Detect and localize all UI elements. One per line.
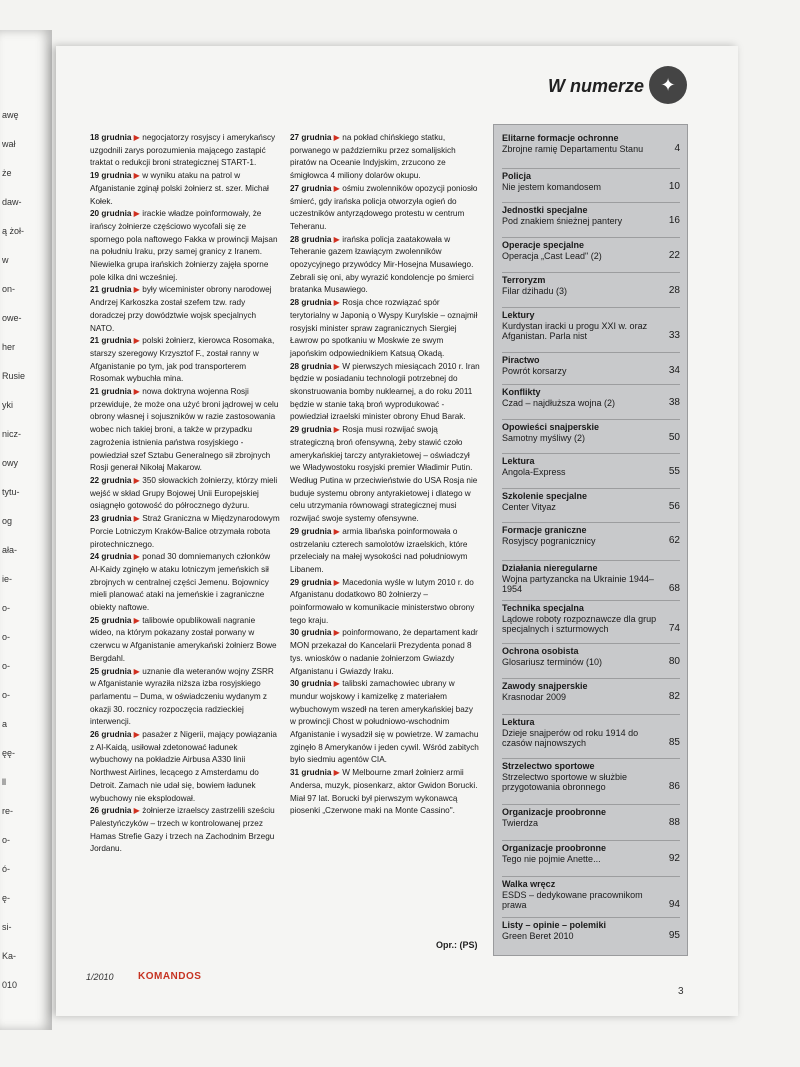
toc-title: Wojna partyzancka na Ukrainie 1944–1954 (502, 573, 654, 594)
left-page-text-fragment: nicz- (2, 429, 22, 439)
toc-divider (502, 488, 680, 489)
toc-page: 95 (668, 929, 680, 941)
entry-date: 20 grudnia (90, 209, 132, 219)
toc-page: 80 (668, 655, 680, 667)
left-page-text-fragment: yki (2, 400, 13, 410)
toc-item[interactable] (502, 275, 680, 296)
toc-page: 34 (668, 364, 680, 376)
toc-item[interactable] (502, 843, 680, 864)
toc-divider (502, 560, 680, 561)
toc-divider (502, 307, 680, 308)
triangle-bullet-icon: ▶ (131, 133, 143, 142)
toc-title: Green Beret 2010 (502, 930, 574, 941)
left-page-text-fragment: Ka- (2, 951, 17, 961)
triangle-bullet-icon: ▶ (131, 209, 143, 219)
toc-title: Angola-Express (502, 466, 566, 477)
left-page-text-fragment: o- (2, 835, 11, 845)
chronicle-entry (90, 513, 280, 551)
toc-divider (502, 522, 680, 523)
entry-date: 31 grudnia (290, 768, 332, 778)
entry-text: żołnierze izraelscy zastrzelili sześciu Palestyńczyków – trzech w kontrolowanej przez Hamas Strefie Gazy i trzech na Zachodnim Brzegu Jordanu. (90, 806, 275, 854)
table-of-contents (493, 124, 688, 956)
left-page-text-fragment: her (2, 342, 16, 352)
entry-date: 21 grudnia (90, 285, 132, 295)
entry-date: 29 grudnia (290, 577, 332, 587)
chronicle-entry (290, 577, 480, 628)
chronicle-entry (290, 678, 480, 767)
toc-title: Lądowe roboty rozpoznawcze dla grup specjalnych i szturmowych (502, 613, 657, 634)
triangle-bullet-icon: ▶ (131, 475, 143, 485)
toc-title: Center Vityaz (502, 501, 556, 512)
toc-title: Operacja „Cast Lead" (2) (502, 250, 602, 261)
entry-text: armia libańska poinformowała o ostrzelaniu czterech samolotów izraelskich, które przeleciały na małej wysokości nad południowym Libanem. (290, 526, 468, 574)
chronicle-entry (90, 386, 280, 475)
left-page-text-fragment: ę- (2, 893, 11, 903)
entry-date: 28 grudnia (290, 298, 332, 308)
left-page-text-fragment: ll (2, 777, 6, 787)
chronicle-entry (90, 170, 280, 208)
toc-title: Zbrojne ramię Departamentu Stanu (502, 143, 644, 154)
triangle-bullet-icon: ▶ (131, 171, 143, 181)
chronicle-entry (90, 208, 280, 284)
chronicle-column-2 (290, 132, 480, 818)
entry-date: 30 grudnia (290, 628, 332, 638)
entry-date: 21 grudnia (90, 336, 132, 346)
entry-date: 26 grudnia (90, 806, 132, 816)
chronicle-entry (290, 234, 480, 298)
toc-title: Rosyjscy pogranicznicy (502, 535, 596, 546)
left-page-text-fragment: a (2, 719, 8, 729)
chronicle-entry (90, 475, 280, 513)
left-page-text-fragment: daw- (2, 197, 22, 207)
toc-item[interactable] (502, 920, 680, 941)
triangle-bullet-icon: ▶ (331, 425, 343, 435)
triangle-bullet-icon: ▶ (331, 183, 343, 193)
chronicle-entry (90, 284, 280, 335)
toc-section: Walka wręcz (502, 879, 556, 889)
chronicle-entry (90, 132, 280, 170)
toc-section: Działania nieregularne (502, 563, 598, 573)
toc-page: 94 (668, 899, 680, 910)
left-page-text-fragment: ęę- (2, 748, 16, 758)
toc-item[interactable] (502, 563, 680, 595)
toc-section: Elitarne formacje ochronne (502, 133, 619, 143)
toc-section: Konflikty (502, 387, 541, 397)
left-page-text-fragment: re- (2, 806, 13, 816)
toc-section: Zawody snajperskie (502, 681, 588, 691)
toc-item[interactable] (502, 205, 680, 226)
chronicle-entry (290, 424, 480, 526)
triangle-bullet-icon: ▶ (131, 285, 143, 295)
entry-date: 27 grudnia (290, 133, 332, 142)
chronicle-entry (90, 666, 280, 730)
entry-text: były wiceminister obrony narodowej Andrzej Karkoszka został szefem tzw. rady doradczej przy dowództwie wojsk specjalnych NATO. (90, 285, 272, 333)
chronicle-credit: Opr.: (PS) (436, 940, 478, 950)
triangle-bullet-icon: ▶ (131, 730, 143, 740)
left-page-text-fragment: tytu- (2, 487, 20, 497)
left-page-text-fragment: si- (2, 922, 12, 932)
triangle-bullet-icon: ▶ (131, 806, 143, 816)
entry-date: 25 grudnia (90, 615, 132, 625)
toc-item[interactable] (502, 879, 680, 911)
toc-divider (502, 714, 680, 715)
entry-date: 28 grudnia (290, 234, 332, 244)
toc-page: 10 (668, 180, 680, 192)
toc-title: Samotny myśliwy (2) (502, 432, 586, 443)
toc-section: Opowieści snajperskie (502, 422, 600, 432)
left-page-text-fragment: 010 (2, 980, 18, 990)
chronicle-column-1 (90, 132, 280, 856)
toc-divider (502, 758, 680, 759)
triangle-bullet-icon: ▶ (331, 298, 343, 308)
toc-divider (502, 643, 680, 644)
chronicle-entry (90, 805, 280, 856)
toc-divider (502, 272, 680, 273)
chronicle-entry (90, 729, 280, 805)
toc-section: Terroryzm (502, 275, 546, 285)
entry-date: 23 grudnia (90, 514, 132, 524)
triangle-bullet-icon: ▶ (131, 666, 143, 676)
entry-text: W Melbourne zmarł żołnierz armii Andersa, muzyk, piosenkarz, aktor Gwidon Borucki. Miał 97 lat. Borucki był pierwszym wykonawcą piosenki „Czerwone maki na Monte Cassino". (290, 768, 478, 816)
toc-divider (502, 600, 680, 601)
toc-page: 4 (674, 142, 680, 154)
toc-section: Strzelectwo sportowe (502, 761, 595, 771)
left-page-text-fragment: o- (2, 632, 11, 642)
toc-page: 88 (668, 816, 680, 828)
entry-date: 26 grudnia (90, 730, 132, 740)
entry-text: talibski zamachowiec ubrany w mundur wojskowy i kamizelkę z materiałem wybuchowym wszedł na teren amerykańskiej bazy w prowincji Chost w południowo-wschodnim Afganistanie i wysadził się w powietrze. W zamachu zginęło 8 Amerykanów i jeden cywil. Wśród zabitych było siedmiu agentów CIA. (290, 679, 479, 765)
magazine-brand: KOMANDOS (138, 971, 202, 982)
toc-item[interactable] (502, 646, 680, 667)
triangle-bullet-icon: ▶ (131, 387, 143, 397)
entry-date: 29 grudnia (290, 526, 332, 536)
triangle-bullet-icon: ▶ (331, 133, 343, 142)
chronicle-entry (90, 551, 280, 615)
triangle-bullet-icon: ▶ (131, 514, 143, 524)
toc-item[interactable] (502, 422, 680, 443)
chronicle-entry (290, 361, 480, 425)
left-page-edge (0, 30, 52, 1030)
triangle-bullet-icon: ▶ (331, 679, 343, 689)
toc-divider (502, 917, 680, 918)
issue-number: 1/2010 (86, 972, 114, 982)
chronicle-entry (290, 132, 480, 183)
left-page-text-fragment: on- (2, 284, 16, 294)
toc-page: 38 (668, 396, 680, 408)
entry-text: poinformowano, że departament kadr MON przekazał do Kancelarii Prezydenta ponad 8 tys. wniosków o nadanie żołnierzom Gwiazdy Afganistanu i Gwiazdy Iraku. (290, 628, 478, 676)
entry-text: irańska policja zaatakowała w Teheranie gazem łzawiącym zwolenników opozycyjnego przywódcy Mir-Hosejna Musawiego. Zebrali się oni, aby wyrazić kondolencje po śmierci bratanka Musawiego. (290, 234, 474, 295)
toc-item[interactable] (502, 133, 680, 154)
toc-divider (502, 840, 680, 841)
chronicle-entry (290, 526, 480, 577)
toc-page: 56 (668, 500, 680, 512)
toc-title: Strzelectwo sportowe w służbie przygotowania obronnego (502, 771, 628, 792)
toc-title: Glosariusz terminów (10) (502, 656, 603, 667)
toc-item[interactable] (502, 807, 680, 828)
toc-title: Filar dżihadu (3) (502, 285, 568, 296)
toc-item[interactable] (502, 355, 680, 376)
entry-date: 19 grudnia (90, 171, 132, 181)
entry-date: 27 grudnia (290, 183, 332, 193)
entry-text: nowa doktryna wojenna Rosji przewiduje, że może ona użyć broni jądrowej w celu obrony własnej i sojuszników w razie zastosowania wobec nich takiej broni, a także w przypadku zagrożenia istnienia państwa rosyjskiego - powiedział szef Sztabu Generalnego sił zbrojnych Rosji generał Nikołaj Makarow. (90, 387, 279, 473)
toc-divider (502, 876, 680, 877)
toc-title: Twierdza (502, 817, 539, 828)
toc-page: 92 (668, 852, 680, 864)
entry-text: negocjatorzy rosyjscy i amerykańscy uzgodnili zarys porozumienia mającego zastąpić traktat o redukcji broni strategicznej START-1. (90, 133, 276, 168)
toc-item[interactable] (502, 240, 680, 261)
toc-item[interactable] (502, 387, 680, 408)
toc-divider (502, 352, 680, 353)
entry-text: ponad 30 domniemanych członków Al-Kaidy zginęło w ataku lotniczym jemeńskich sił zbrojnych w centralnej części Jemenu. Bojownicy mieli planować ataki na jemeńskie i zagraniczne obiekty naftowe. (90, 552, 271, 613)
toc-page: 22 (668, 249, 680, 261)
left-page-text-fragment: Rusie (2, 371, 26, 381)
entry-date: 25 grudnia (90, 666, 132, 676)
entry-text: uznanie dla weteranów wojny ZSRR w Afganistanie wyraziła niższa izba rosyjskiego parlamentu – Duma, w oświadczeniu wydanym z okazji 30. rocznicy rozpoczęcia radzieckiej interwencji. (90, 666, 274, 727)
toc-page: 28 (668, 284, 680, 296)
toc-section: Lektury (502, 310, 535, 320)
toc-item[interactable] (502, 603, 680, 635)
entry-text: Straż Graniczna w Międzynarodowym Porcie Lotniczym Kraków-Balice otrzymała robota pirotechnicznego. (90, 514, 280, 549)
entry-text: pasażer z Nigerii, mający powiązania z Al-Kaidą, usiłował zdetonować ładunek wybuchowy na pokładzie Airbusa A330 linii Northwest Airlines, lecącego z Amsterdamu do Detroit. Zamach nie udał się, bowiem ładunek wybuchowy nie eksplodował. (90, 730, 277, 803)
left-page-text-fragment: ie- (2, 574, 13, 584)
toc-divider (502, 168, 680, 169)
toc-section: Piractwo (502, 355, 540, 365)
toc-item[interactable] (502, 491, 680, 512)
entry-date: 30 grudnia (290, 679, 332, 689)
toc-page: 86 (668, 781, 680, 792)
emblem-icon: ✦ (649, 66, 687, 104)
left-page-text-fragment: ała- (2, 545, 18, 555)
left-page-text-fragment: awę (2, 110, 19, 120)
toc-divider (502, 804, 680, 805)
left-page-text-fragment: wał (2, 139, 16, 149)
entry-text: w wyniku ataku na patrol w Afganistanie zginął polski żołnierz st. szer. Michał Kołek. (90, 171, 269, 206)
toc-page: 68 (668, 583, 680, 594)
page-number: 3 (678, 986, 684, 997)
toc-page: 85 (668, 737, 680, 748)
contents-page (56, 46, 738, 1016)
toc-section: Lektura (502, 456, 535, 466)
toc-section: Formacje graniczne (502, 525, 587, 535)
toc-divider (502, 453, 680, 454)
entry-text: talibowie opublikowali nagranie wideo, na którym pokazany został porwany w czerwcu w Afganistanie amerykański żołnierz Bowe Bergdahl. (90, 615, 277, 663)
entry-date: 24 grudnia (90, 552, 132, 562)
toc-section: Policja (502, 171, 532, 181)
chronicle-entry (290, 183, 480, 234)
toc-title: Powrót korsarzy (502, 365, 567, 376)
entry-date: 29 grudnia (290, 425, 332, 435)
left-page-text-fragment: w (2, 255, 9, 265)
entry-text: irackie władze poinformowały, że irańscy żołnierze częściowo wycofali się ze spornego pola naftowego Fakka w prowincji Majsan na południu Iraku, przy samej granicy z Iranem. Niewielka grupa irańskich żołnierzy zajęła sporne pole kilka dni wcześniej. (90, 209, 278, 282)
chronicle-entry (90, 335, 280, 386)
toc-title: Kurdystan iracki u progu XXI w. oraz Afganistan. Parla nist (502, 320, 648, 341)
toc-divider (502, 384, 680, 385)
left-page-text-fragment: ó- (2, 864, 11, 874)
entry-date: 21 grudnia (90, 387, 132, 397)
triangle-bullet-icon: ▶ (331, 628, 343, 638)
toc-title: Czad – najdłuższa wojna (2) (502, 397, 616, 408)
toc-section: Lektura (502, 717, 535, 727)
toc-section: Technika specjalna (502, 603, 584, 613)
toc-page: 82 (668, 690, 680, 702)
entry-text: Macedonia wyśle w lutym 2010 r. do Afganistanu dodatkowo 80 żołnierzy – poinformowało w komunikacie ministerstwo obrony tego kraju. (290, 577, 475, 625)
triangle-bullet-icon: ▶ (131, 615, 143, 625)
toc-divider (502, 419, 680, 420)
toc-section: Szkolenie specjalne (502, 491, 588, 501)
toc-section: Operacje specjalne (502, 240, 585, 250)
triangle-bullet-icon: ▶ (131, 336, 143, 346)
toc-page: 33 (668, 330, 680, 341)
entry-text: W pierwszych miesiącach 2010 r. Iran będzie w posiadaniu technologii potrzebnej do skonstruowania bomby nuklearnej, a do roku 2011 będzie w stanie taką broń wyprodukować - powiedział izraelski minister obrony Ehud Barak. (290, 361, 480, 422)
toc-item[interactable] (502, 171, 680, 192)
chronicle-entry (290, 767, 480, 818)
chronicle-entry (290, 627, 480, 678)
entry-text: ośmiu zwolenników opozycji poniosło śmierć, gdy irańska policja otworzyła ogień do uczestników antyrządowego protestu w centrum Teheranu. (290, 183, 478, 231)
left-page-text-fragment: og (2, 516, 13, 526)
toc-section: Jednostki specjalne (502, 205, 588, 215)
toc-page: 50 (668, 431, 680, 443)
toc-page: 74 (668, 623, 680, 634)
toc-item[interactable] (502, 310, 680, 342)
toc-section: Ochrona osobista (502, 646, 579, 656)
toc-page: 62 (668, 534, 680, 546)
toc-item[interactable] (502, 761, 680, 793)
toc-title: Tego nie pojmie Anette... (502, 853, 601, 864)
triangle-bullet-icon: ▶ (131, 552, 143, 562)
triangle-bullet-icon: ▶ (331, 361, 343, 371)
toc-title: ESDS – dedykowane pracownikom prawa (502, 889, 643, 910)
entry-text: na pokład chińskiego statku, porwanego w październiku przez somalijskich piratów na Oceanie Indyjskim, zrzucono ze śmigłowca 4 miliony dolarów okupu. (290, 133, 456, 181)
toc-title: Dzieje snajperów od roku 1914 do czasów najnowszych (502, 727, 639, 748)
left-page-text-fragment: o- (2, 661, 11, 671)
toc-section: Organizacje proobronne (502, 843, 607, 853)
toc-title: Pod znakiem śnieżnej pantery (502, 215, 623, 226)
page-title: W numerze (548, 76, 645, 96)
triangle-bullet-icon: ▶ (331, 234, 343, 244)
left-page-text-fragment: o- (2, 690, 11, 700)
toc-title: Nie jestem komandosem (502, 181, 602, 192)
toc-divider (502, 202, 680, 203)
left-page-text-fragment: ą żoł- (2, 226, 25, 236)
chronicle-entry (90, 615, 280, 666)
toc-item[interactable] (502, 456, 680, 477)
toc-title: Krasnodar 2009 (502, 691, 567, 702)
entry-date: 18 grudnia (90, 133, 132, 142)
left-page-text-fragment: że (2, 168, 12, 178)
entry-text: Rosja chce rozwiązać spór terytorialny w Japonią o Wyspy Kurylskie – oznajmił rosyjski minister spraw zagranicznych Siergiej Ławrow po spotkaniu w Moskwie ze swym japońskim odpowiednikiem Katsuą Okadą. (290, 298, 478, 358)
toc-page: 55 (668, 465, 680, 477)
left-page-text-fragment: owe- (2, 313, 22, 323)
triangle-bullet-icon: ▶ (331, 526, 343, 536)
triangle-bullet-icon: ▶ (331, 768, 343, 778)
toc-item[interactable] (502, 525, 680, 546)
toc-page: 16 (668, 214, 680, 226)
triangle-bullet-icon: ▶ (331, 577, 343, 587)
entry-date: 22 grudnia (90, 475, 132, 485)
entry-text: Rosja musi rozwijać swoją strategiczną broń ofensywną, żeby stawić czoło amerykańskiej tarczy antyrakietowej – oświadczył we Władywostoku rosyjski premier Władimir Putin. Według Putina w przeciwieństwie do USA Rosja nie buduje systemu obrony antyrakietowej i dlatego w celu utrzymania równowagi strategicznej musi rozwijać swoje systemy ofensywne. (290, 425, 478, 524)
entry-date: 28 grudnia (290, 361, 332, 371)
toc-divider (502, 237, 680, 238)
left-page-text-fragment: o- (2, 603, 11, 613)
toc-divider (502, 678, 680, 679)
entry-text: 350 słowackich żołnierzy, którzy mieli wejść w skład Grupy Bojowej Unii Europejskiej osiągnęło gotowość do półrocznego dyżuru. (90, 475, 278, 511)
entry-text: polski żołnierz, kierowca Rosomaka, starszy szeregowy Krzysztof F., został ranny w Afganistanie po tym, jak pod transporterem Rosomak wybuchła mina. (90, 336, 275, 384)
toc-item[interactable] (502, 681, 680, 702)
chronicle-entry (290, 297, 480, 361)
toc-section: Organizacje proobronne (502, 807, 607, 817)
left-page-text-fragment: owy (2, 458, 19, 468)
toc-section: Listy – opinie – polemiki (502, 920, 607, 930)
toc-item[interactable] (502, 717, 680, 749)
